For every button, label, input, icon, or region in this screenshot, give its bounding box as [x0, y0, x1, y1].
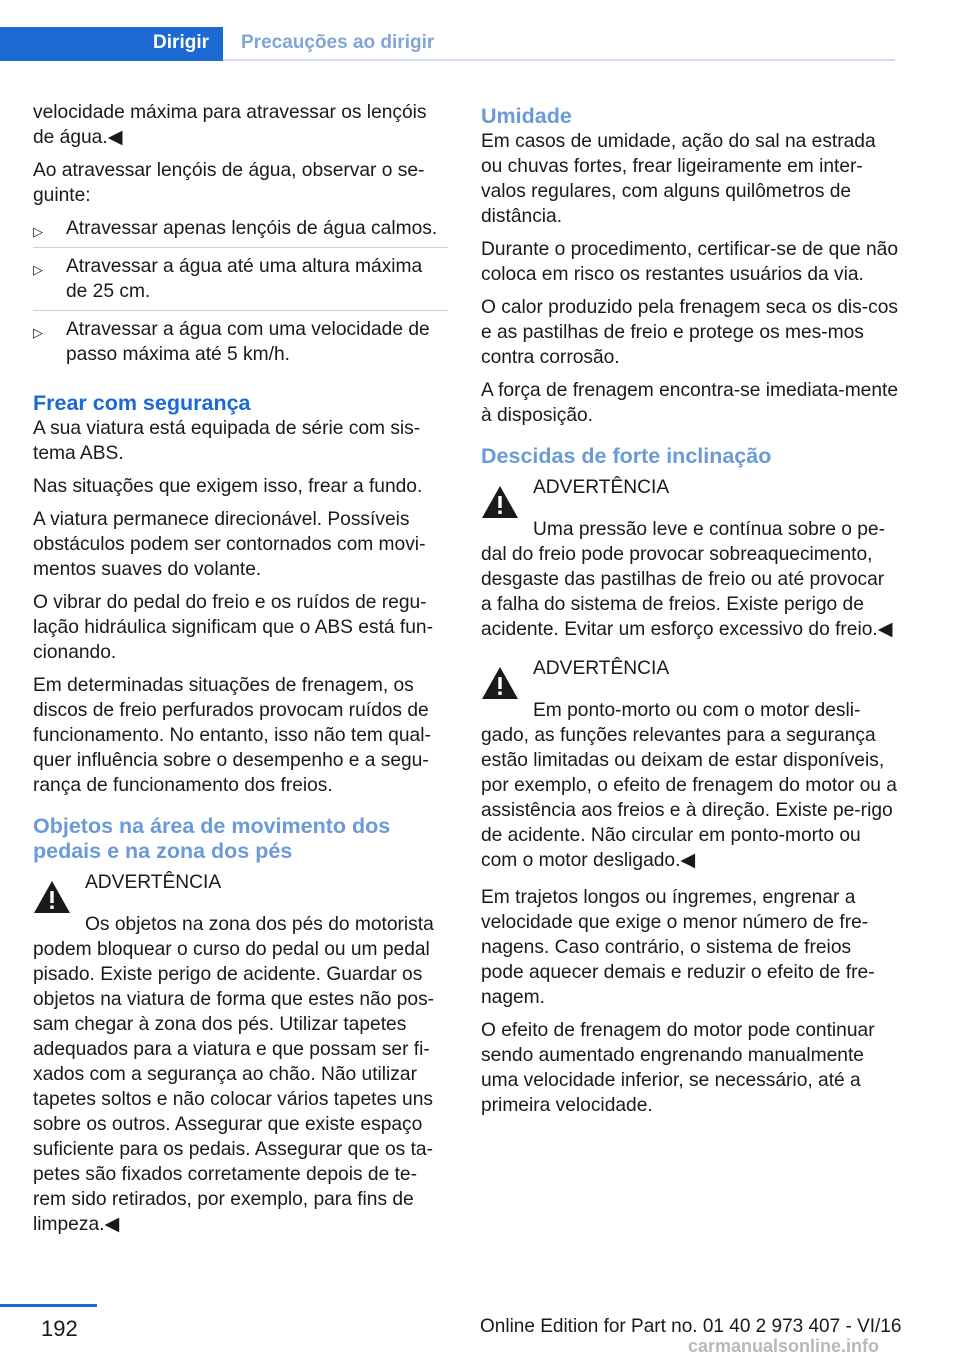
warning-text: Em ponto-morto ou com o motor desli-gado, as funções relevantes para a segurança estão limitadas ou deixam de estar disponíveis, por exemplo, o efeito de frenagem do motor ou a assistência aos freios e à direção. Existe pe-rigo de acidente. Não circular em ponto-morto ou com o motor desligado.◀	[481, 700, 897, 871]
triangle-bullet-icon: ▷	[33, 224, 43, 239]
paragraph: O calor produzido pela frenagem seca os dis-cos e as pastilhas de freio e protege os mes-mos contra corrosão.	[481, 297, 899, 368]
left-column	[33, 100, 448, 1247]
paragraph: Em casos de umidade, ação do sal na estrada ou chuvas fortes, frear ligeiramente em inter-valos regulares, com alguns quilômetros de distância.	[481, 131, 876, 227]
warning-block	[481, 656, 899, 873]
warning-triangle-icon	[481, 666, 519, 700]
paragraph: O vibrar do pedal do freio e os ruídos de regu-lação hidráulica significam que o ABS está fun-cionando.	[33, 592, 433, 663]
edition-info: Online Edition for Part no. 01 40 2 973 407 - VI/16	[480, 1316, 902, 1337]
paragraph: Ao atravessar lençóis de água, observar o se-guinte:	[33, 160, 425, 206]
tab-precaucoes[interactable]: Precauções ao dirigir	[223, 27, 895, 61]
paragraph: Em determinadas situações de frenagem, os discos de freio perfurados provocam ruídos de funcionamento. No entanto, isso não tem qual-quer influência sobre o desempenho e a segu-rança de funcionamento dos freios.	[33, 675, 431, 796]
warning-text: Os objetos na zona dos pés do motorista podem bloquear o curso do pedal ou um pedal pisado. Existe perigo de acidente. Guardar os objetos na viatura de forma que estes não pos-sam chegar à zona dos pés. Utilizar tapetes adequados para a viatura e que possam ser fi-xados com a segurança ao chão. Não utilizar tapetes soltos e não colocar vários tapetes uns sobre os outros. Assegurar que existe espaço suficiente para os pedais. Assegurar que os ta-petes são fixados corretamente depois de te-rem sido retirados, por exemplo, para fins de limpeza.◀	[33, 914, 435, 1235]
page-number: 192	[41, 1316, 78, 1341]
list-item: ▷ Atravessar a água com uma velocidade de passo máxima até 5 km/h.	[33, 319, 430, 365]
heading-objetos: Objetos na área de movimento dos pedais e na zona dos pés	[33, 814, 391, 863]
tab-dirigir[interactable]: Dirigir	[0, 27, 223, 61]
paragraph: A sua viatura está equipada de série com sis-tema ABS.	[33, 418, 421, 464]
warning-block	[481, 475, 899, 642]
bullet-list	[33, 216, 448, 373]
warning-block	[33, 870, 448, 1237]
right-column	[481, 100, 899, 1126]
warning-label: ADVERTÊNCIA	[533, 477, 670, 498]
list-item: ▷ Atravessar a água até uma altura máxima de 25 cm.	[33, 254, 448, 311]
watermark: carmanualsonline.info	[688, 1336, 880, 1356]
paragraph: A força de frenagem encontra-se imediata-mente à disposição.	[481, 380, 899, 426]
warning-label: ADVERTÊNCIA	[85, 872, 222, 893]
heading-umidade: Umidade	[481, 104, 572, 128]
paragraph: Nas situações que exigem isso, frear a fundo.	[33, 476, 423, 497]
heading-descidas: Descidas de forte inclinação	[481, 444, 772, 468]
warning-label: ADVERTÊNCIA	[533, 658, 670, 679]
footer-accent-bar	[0, 1304, 97, 1307]
warning-triangle-icon	[33, 880, 71, 914]
warning-triangle-icon	[481, 485, 519, 519]
paragraph: A viatura permanece direcionável. Possíveis obstáculos podem ser contornados com movi-mentos suaves do volante.	[33, 509, 426, 580]
paragraph: Durante o procedimento, certificar-se de que não coloca em risco os restantes usuários da via.	[481, 239, 899, 285]
heading-frear: Frear com segurança	[33, 391, 251, 415]
page-header	[0, 27, 895, 61]
list-item: ▷ Atravessar apenas lençóis de água calmos.	[33, 216, 448, 248]
paragraph: Em trajetos longos ou íngremes, engrenar a velocidade que exige o menor número de fre-nagens. Caso contrário, o sistema de freios pode aquecer demais e reduzir o efeito de fre-nagem.	[481, 887, 875, 1008]
paragraph: velocidade máxima para atravessar os lençóis de água.◀	[33, 102, 427, 148]
header-divider	[223, 59, 895, 61]
triangle-bullet-icon: ▷	[33, 325, 43, 340]
triangle-bullet-icon: ▷	[33, 262, 43, 277]
paragraph: O efeito de frenagem do motor pode continuar sendo aumentado engrenando manualmente uma velocidade inferior, se necessário, até a primeira velocidade.	[481, 1020, 875, 1116]
warning-text: Uma pressão leve e contínua sobre o pe-dal do freio pode provocar sobreaquecimento, desgaste das pastilhas de freio ou até provocar a falha do sistema de freios. Existe perigo de acidente. Evitar um esforço excessivo do freio.◀	[481, 519, 893, 640]
